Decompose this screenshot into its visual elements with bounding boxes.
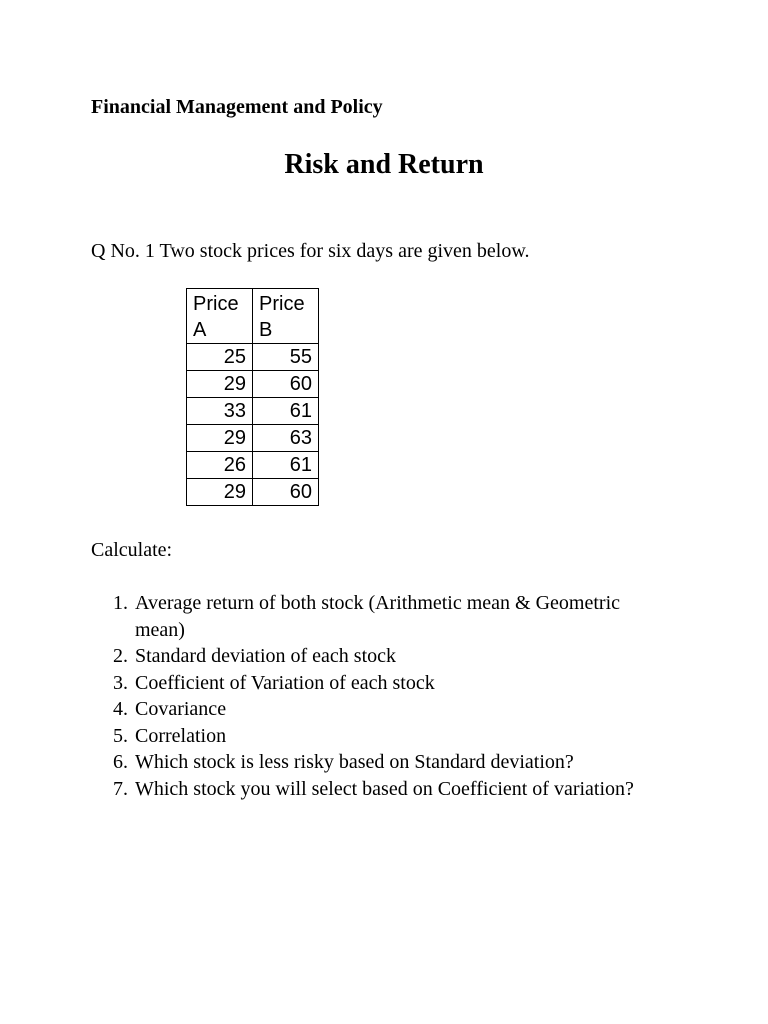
calculate-label: Calculate: [91, 539, 173, 561]
question-text: Q No. 1 Two stock prices for six days are given below. [91, 240, 530, 262]
list-item [113, 749, 655, 776]
list-item [113, 643, 655, 670]
list-item-text: Which stock is less risky based on Standard deviation? [135, 751, 574, 773]
list-item-number: 5. [113, 724, 128, 747]
table-row [187, 452, 319, 479]
page-title: Risk and Return [284, 149, 484, 180]
list-item-number: 2. [113, 645, 128, 667]
list-item-text: Coefficient of Variation of each stock [135, 671, 435, 694]
list-item [113, 776, 655, 803]
table-cell: 55 [253, 344, 319, 371]
list-item-text: Correlation [135, 724, 227, 747]
list-item [113, 696, 655, 723]
table-cell: 60 [253, 371, 319, 398]
table-cell: 29 [187, 479, 253, 506]
list-item-text: Covariance [135, 698, 227, 720]
price-table [186, 288, 319, 506]
table-cell: 29 [187, 371, 253, 398]
table-cell: 33 [187, 398, 253, 425]
table-row [187, 398, 319, 425]
list-item [113, 670, 655, 697]
table-row [187, 371, 319, 398]
table-row [187, 425, 319, 452]
list-item-text: Which stock you will select based on Coefficient of variation? [135, 777, 634, 800]
course-title: Financial Management and Policy [91, 96, 383, 118]
list-item-number: 4. [113, 698, 128, 720]
list-item-number: 1. [113, 592, 128, 614]
list-item-number: 3. [113, 671, 128, 694]
table-cell: 61 [253, 398, 319, 425]
list-item-text: Standard deviation of each stock [135, 645, 397, 667]
task-list [113, 590, 655, 802]
column-header-price-b: Price B [253, 289, 319, 344]
list-item-number: 7. [113, 777, 128, 800]
list-item-text: Average return of both stock (Arithmetic mean & Geometric mean) [135, 592, 621, 641]
table-row [187, 479, 319, 506]
table-header-row [187, 289, 319, 344]
table-cell: 61 [253, 452, 319, 479]
table-cell: 25 [187, 344, 253, 371]
list-item [113, 590, 655, 643]
table-cell: 29 [187, 425, 253, 452]
list-item-number: 6. [113, 751, 128, 773]
table-cell: 26 [187, 452, 253, 479]
list-item [113, 723, 655, 750]
table-cell: 63 [253, 425, 319, 452]
table-cell: 60 [253, 479, 319, 506]
table-row [187, 344, 319, 371]
column-header-price-a: Price A [187, 289, 253, 344]
